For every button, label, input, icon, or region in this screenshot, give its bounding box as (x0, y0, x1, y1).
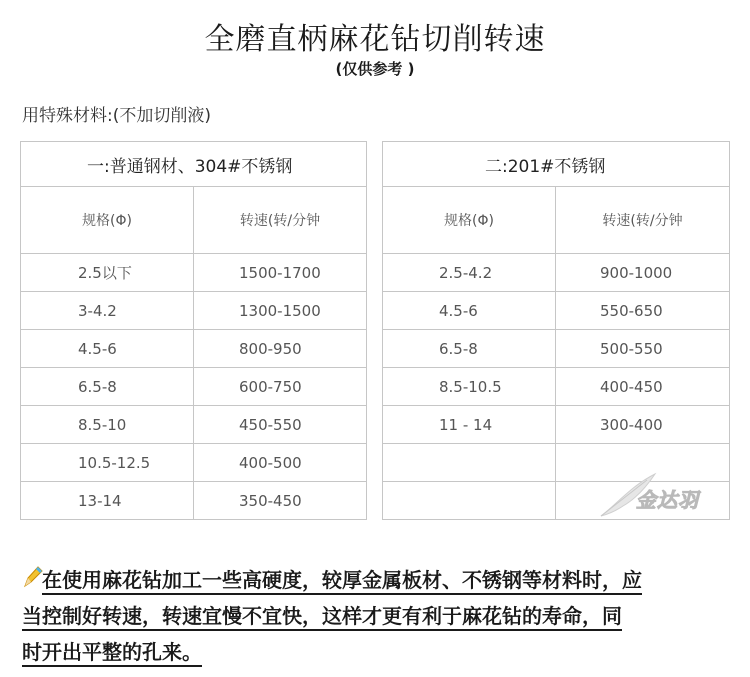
column-header-spec: 规格(Φ) (21, 187, 194, 254)
table-row (21, 406, 367, 444)
speed-cell: 600-750 (194, 368, 367, 406)
speed-cell: 1300-1500 (194, 292, 367, 330)
spec-cell: 13-14 (21, 482, 194, 520)
column-header-speed: 转速(转/分钟 (556, 187, 730, 254)
table-row (21, 254, 367, 292)
material-note: 用特殊材料:(不加切削液) (22, 106, 211, 126)
speed-cell: 800-950 (194, 330, 367, 368)
table-row (21, 330, 367, 368)
speed-cell: 350-450 (194, 482, 367, 520)
spec-cell: 4.5-6 (383, 292, 556, 330)
column-header-spec: 规格(Φ) (383, 187, 556, 254)
speed-cell: 400-450 (556, 368, 730, 406)
spec-cell (383, 444, 556, 482)
table-row (383, 330, 730, 368)
spec-cell: 10.5-12.5 (21, 444, 194, 482)
speed-cell: 550-650 (556, 292, 730, 330)
spec-cell: 4.5-6 (21, 330, 194, 368)
spec-cell: 6.5-8 (21, 368, 194, 406)
table-row (383, 292, 730, 330)
spec-cell: 8.5-10 (21, 406, 194, 444)
page-subtitle: (仅供参考 ) (335, 60, 415, 78)
column-header-speed: 转速(转/分钟 (194, 187, 367, 254)
speed-cell: 400-500 (194, 444, 367, 482)
speed-cell: 300-400 (556, 406, 730, 444)
spec-cell: 2.5-4.2 (383, 254, 556, 292)
speed-cell: 500-550 (556, 330, 730, 368)
table-heading: 二:201#不锈钢 (383, 142, 730, 187)
table-row (21, 482, 367, 520)
table-row (383, 368, 730, 406)
note-line-3: 时开出平整的孔来。 (22, 639, 202, 667)
table-row (383, 254, 730, 292)
table-row (21, 444, 367, 482)
spec-cell: 2.5以下 (21, 254, 194, 292)
spec-cell: 8.5-10.5 (383, 368, 556, 406)
spec-cell (383, 482, 556, 520)
spec-cell: 6.5-8 (383, 330, 556, 368)
speed-cell: 1500-1700 (194, 254, 367, 292)
spec-cell: 3-4.2 (21, 292, 194, 330)
page-title: 全磨直柄麻花钻切削转速 (204, 22, 546, 57)
speed-cell: 450-550 (194, 406, 367, 444)
note-line-1: 在使用麻花钻加工一些高硬度，较厚金属板材、不锈钢等材料时，应 (42, 567, 642, 595)
note-line-2: 当控制好转速，转速宜慢不宜快，这样才更有利于麻花钻的寿命，同 (22, 603, 622, 631)
speed-cell: 900-1000 (556, 254, 730, 292)
pencil-icon (22, 565, 44, 589)
speed-table-standard-steel (20, 141, 367, 520)
table-row (383, 406, 730, 444)
watermark-text: 金达羽 (636, 488, 699, 512)
table-heading: 一:普通钢材、304#不锈钢 (21, 142, 367, 187)
speed-table-201-stainless (382, 141, 730, 520)
table-row (21, 368, 367, 406)
table-row (21, 292, 367, 330)
spec-cell: 11 - 14 (383, 406, 556, 444)
